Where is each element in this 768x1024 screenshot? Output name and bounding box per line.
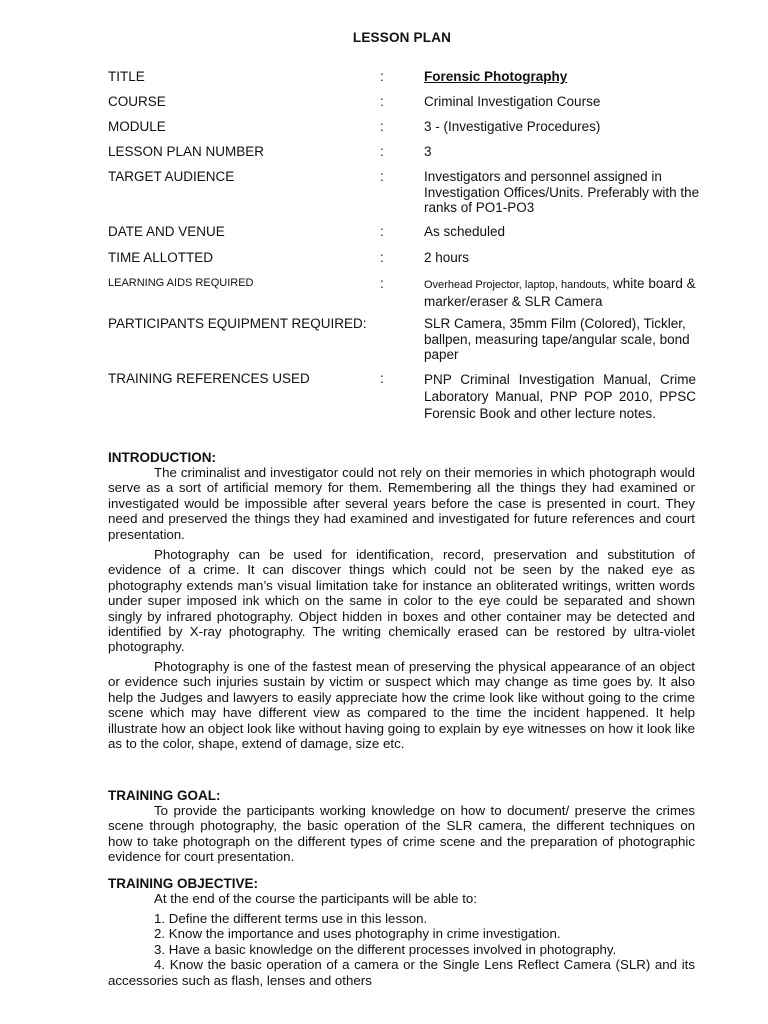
training-objective-intro: At the end of the course the participants will be able to: [154,891,478,906]
training-goal-heading: TRAINING GOAL: [108,788,221,803]
list-item: 2. Know the importance and uses photography in crime investigation. [154,926,561,942]
meta-value-course: Criminal Investigation Course [424,94,601,109]
meta-value-learning-aids [424,276,714,309]
meta-value-time-allotted: 2 hours [424,250,470,265]
introduction-paragraph-3: Photography is one of the fastest mean of preserving the physical appearance of an object or evidence such injuries sustain by victim or suspect which may change as time goes by. It also help the Judges and lawyers to easily appreciate how the crime look like without going to the crime scene which may have different view as compared to the time the incident happened. It help illustrate how an object look like without having going to explain by eye witnesses on how it look like as to the color, shape, extend of damage, size etc. [108,659,695,752]
list-item: 4. Know the basic operation of a camera or the Single Lens Reflect Camera (SLR) and its accessories such as flash, lenses and others [108,957,695,988]
learning-aids-small-text: Overhead Projector, laptop, handouts, [424,279,610,291]
introduction-heading: INTRODUCTION: [108,450,216,465]
training-objective-heading: TRAINING OBJECTIVE: [108,876,259,891]
list-item: 1. Define the different terms use in this lesson. [154,911,428,926]
learning-aids-rest-text: white board & marker/eraser & SLR Camera [424,276,696,309]
meta-colon: : [380,276,384,291]
training-goal-paragraph: To provide the participants working knowledge on how to document/ preserve the crimes scene through photography, the basic operation of the SLR camera, the different techniques on how to take photograph on the different types of crime scene and the preparation of photographic evidence for court presentation. [108,803,695,865]
meta-colon: : [380,119,384,134]
meta-value-title: Forensic Photography [424,69,568,84]
meta-value-participants-equipment: SLR Camera, 35mm Film (Colored), Tickler, ballpen, measuring tape/angular scale, bond paper [424,316,690,362]
meta-label: DATE AND VENUE [108,224,225,239]
meta-label: TARGET AUDIENCE [108,169,235,184]
introduction-paragraph-1: The criminalist and investigator could not rely on their memories in which photograph would serve as a sort of artificial memory for them. Remembering all the things they had examined or investigated would be impossible after several years before the case is presented in court. They need and preserved the things they had examined and investigated for future references and court presentation. [108,465,695,542]
meta-colon: : [380,144,384,159]
meta-colon: : [380,169,384,184]
meta-value-module: 3 - (Investigative Procedures) [424,119,601,134]
meta-label: MODULE [108,119,166,134]
meta-label: COURSE [108,94,166,109]
meta-label: TRAINING REFERENCES USED [108,371,310,386]
meta-label: TITLE [108,69,145,84]
meta-label: LEARNING AIDS REQUIRED [108,277,254,289]
meta-colon: : [380,371,384,386]
meta-value-date-venue: As scheduled [424,224,506,239]
meta-value-training-references: PNP Criminal Investigation Manual, Crime Laboratory Manual, PNP POP 2010, PPSC Forensic Book and other lecture notes. [424,372,696,421]
introduction-paragraph-2: Photography can be used for identification, record, preservation and substitution of evidence of a crime. It can discover things which could not be seen by the naked eye as photography extends man’s visual limitation take for instance an obliterated writings, written words under super imposed ink which on the same in color to the eye could be separated and shown singly by infrared photography. Object hidden in boxes and other container may be detected and identified by X-ray photography. The writing chemically erased can be restored by ultra-violet photography. [108,547,695,655]
meta-value-lesson-number: 3 [424,144,432,159]
meta-label: PARTICIPANTS EQUIPMENT REQUIRED: [108,316,367,331]
meta-colon: : [380,224,384,239]
meta-colon: : [380,250,384,265]
list-item: 3. Have a basic knowledge on the different processes involved in photography. [154,941,617,957]
document-title: LESSON PLAN [352,30,452,45]
meta-label: LESSON PLAN NUMBER [108,144,265,159]
meta-colon: : [380,69,384,84]
meta-value-target-audience: Investigators and personnel assigned in Investigation Offices/Units. Preferably with the ranks of PO1-PO3 [424,169,700,215]
meta-label: TIME ALLOTTED [108,250,214,265]
training-objective-list [108,911,695,988]
meta-colon: : [380,94,384,109]
